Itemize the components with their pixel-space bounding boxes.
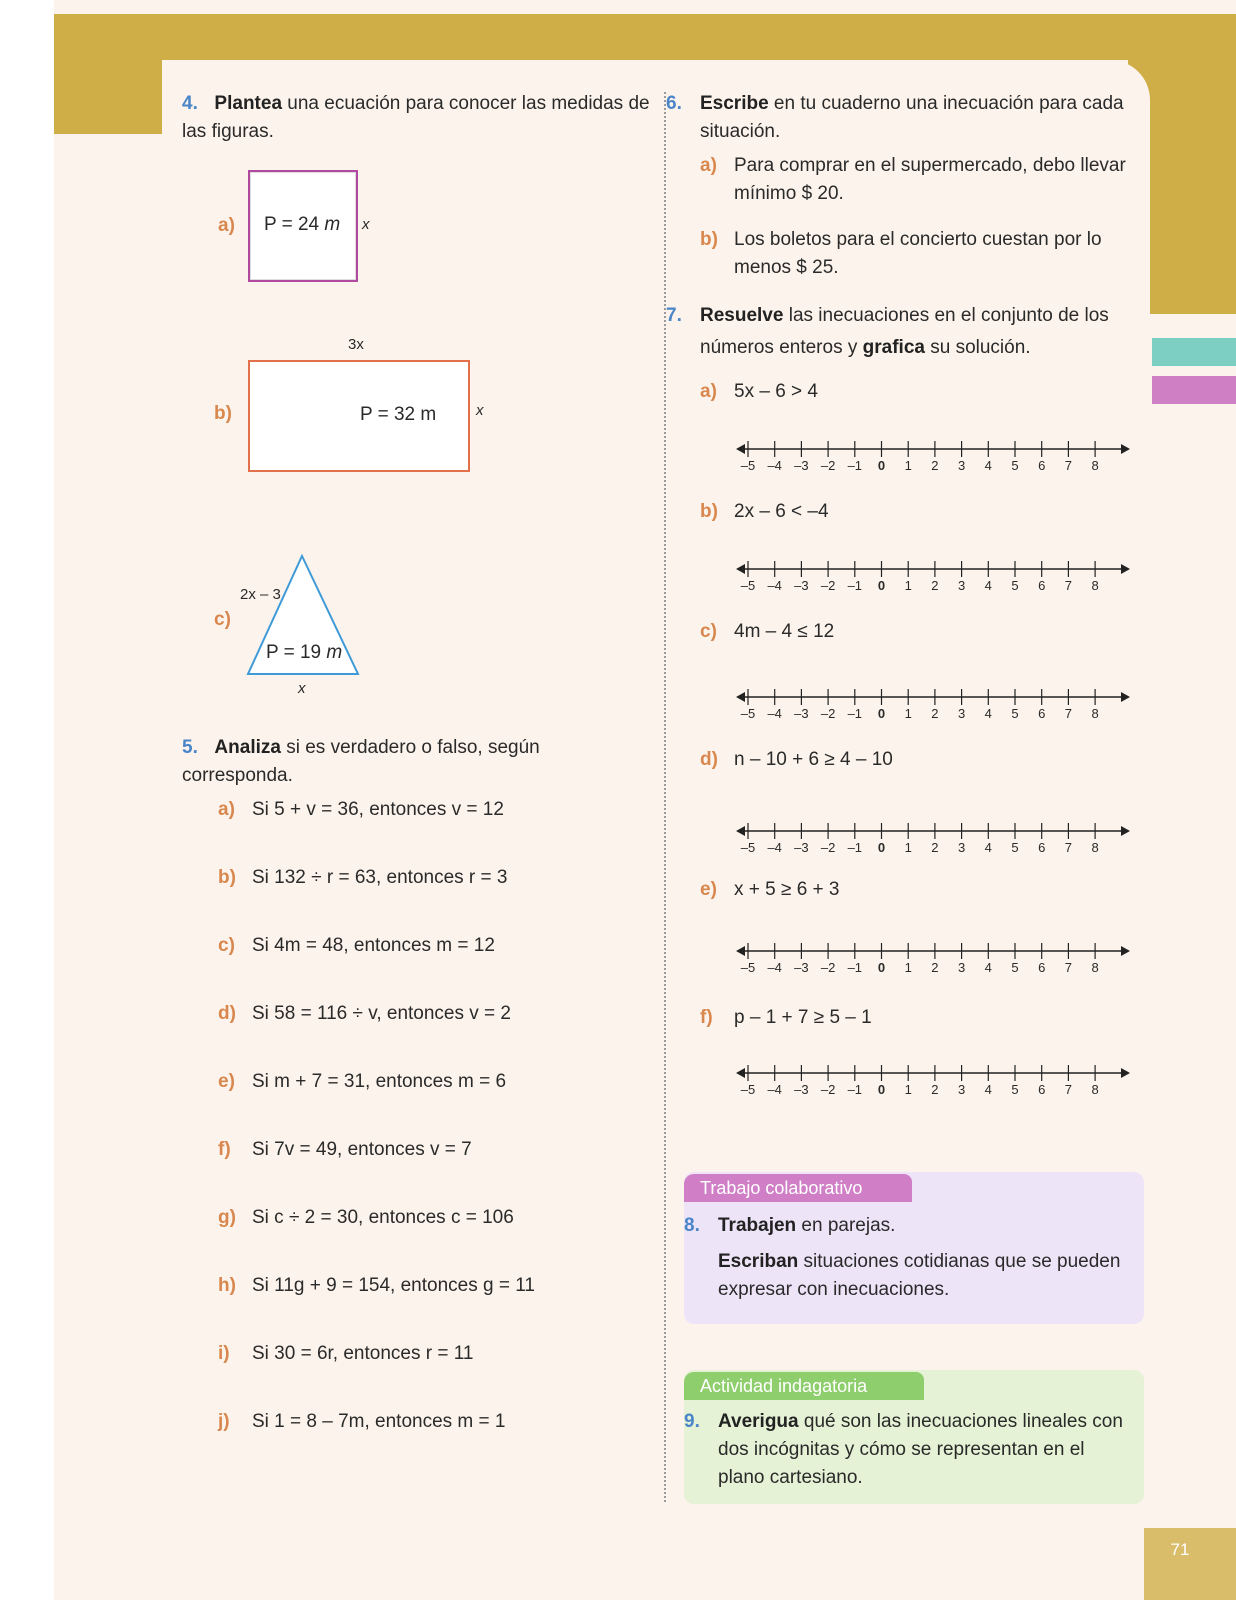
tick-label: 0 (877, 840, 886, 855)
problem-text: las inecuaciones en el conjunto de los números enteros y (700, 305, 1109, 358)
inequality-item (700, 746, 893, 774)
subitem-text: Si 5 + v = 36, entonces v = 12 (252, 799, 504, 820)
subitem-label: e) (700, 879, 717, 900)
inequality-item (700, 498, 829, 526)
tick-label: –5 (740, 578, 756, 593)
subitem-text: 4m – 4 ≤ 12 (734, 621, 835, 642)
problem-verb-2: Escriban (718, 1251, 799, 1272)
subitem-label: i) (218, 1343, 230, 1364)
problem-number: 7. (666, 305, 682, 326)
subitem-label: a) (700, 381, 717, 402)
list-item (218, 1204, 514, 1232)
perimeter-value: P = 19 (266, 642, 327, 663)
subitem-text: Si 11g + 9 = 154, entonces g = 11 (252, 1275, 535, 1296)
list-item (218, 932, 495, 960)
tick-label: –5 (740, 1082, 756, 1097)
tick-label: 2 (931, 578, 939, 593)
list-item (218, 1408, 505, 1436)
perimeter-unit: m (324, 214, 341, 235)
subitem-text: 5x – 6 > 4 (734, 381, 818, 402)
tick-label: 8 (1091, 706, 1099, 721)
arrow-left-icon (736, 444, 745, 454)
tick-label: 6 (1038, 578, 1046, 593)
problem-text: una ecuación para conocer las medidas de las figuras. (182, 93, 650, 142)
problem-6 (666, 90, 1126, 146)
tick-label: –2 (820, 706, 836, 721)
subitem-label: b) (218, 867, 236, 888)
subitem-label: b) (700, 501, 718, 522)
problem-4 (182, 90, 652, 146)
tick-label: –4 (767, 840, 782, 855)
arrow-right-icon (1121, 564, 1130, 574)
problem-5 (182, 734, 652, 790)
rectangle-figure (248, 360, 470, 472)
number-line (736, 558, 1136, 580)
tick-label: 2 (931, 840, 939, 855)
tick-label: 0 (877, 960, 886, 975)
subitem-text: 2x – 6 < –4 (734, 501, 829, 522)
tick-label: 3 (957, 706, 966, 721)
tick-label: –4 (767, 458, 782, 473)
subitem-label: f) (700, 1007, 713, 1028)
tick-label: –5 (740, 458, 756, 473)
tick-label: –2 (820, 1082, 836, 1097)
problem-verb-2: grafica (862, 337, 925, 358)
tick-label: 0 (877, 1082, 886, 1097)
inequality-item (700, 618, 834, 646)
tick-label: 1 (904, 578, 912, 593)
problem-text-2: su solución. (924, 337, 1031, 358)
tick-label: 7 (1064, 840, 1072, 855)
problem-8 (684, 1212, 1130, 1304)
triangle-base-label: x (298, 680, 306, 697)
header-band-left (54, 14, 162, 134)
list-item (218, 796, 504, 824)
subitem-label: b) (700, 229, 718, 250)
arrow-right-icon (1121, 946, 1130, 956)
subitem-label: c) (218, 935, 235, 956)
tick-label: –2 (820, 960, 836, 975)
subitem-text: Para comprar en el supermercado, debo llevar mínimo $ 20. (734, 155, 1126, 204)
tick-label: 1 (904, 840, 912, 855)
subitem-label: g) (218, 1207, 236, 1228)
tick-label: 7 (1064, 578, 1072, 593)
subitem-text: Si 30 = 6r, entonces r = 11 (252, 1343, 474, 1364)
tick-label: –5 (740, 706, 756, 721)
tick-label: 0 (877, 458, 886, 473)
problem-verb: Trabajen (718, 1215, 797, 1236)
tick-label: 8 (1091, 1082, 1099, 1097)
subitem-label: b) (214, 403, 232, 424)
tick-label: 4 (984, 840, 992, 855)
tick-label: 4 (984, 1082, 992, 1097)
inequality-item (700, 876, 840, 904)
subitem-text: Si 1 = 8 – 7m, entonces m = 1 (252, 1411, 506, 1432)
tick-label: 7 (1064, 706, 1072, 721)
tick-label: –2 (820, 840, 836, 855)
subitem-text: Si 4m = 48, entonces m = 12 (252, 935, 495, 956)
subitem-text: p – 1 + 7 ≥ 5 – 1 (734, 1007, 872, 1028)
arrow-left-icon (736, 1068, 745, 1078)
problem-number: 4. (182, 93, 198, 114)
tick-label: –2 (820, 578, 836, 593)
tick-label: 3 (957, 1082, 966, 1097)
tick-label: 7 (1064, 458, 1072, 473)
problem-6a (700, 152, 1126, 208)
tick-label: 1 (904, 960, 912, 975)
subitem-label: c) (214, 609, 231, 630)
arrow-right-icon (1121, 692, 1130, 702)
tick-label: 3 (957, 840, 966, 855)
tick-label: 6 (1038, 1082, 1046, 1097)
collaborative-tag (684, 1174, 912, 1202)
rectangle-top-label: 3x (348, 336, 364, 353)
problem-number: 6. (666, 93, 682, 114)
triangle-perimeter (266, 642, 342, 664)
tick-label: –2 (820, 458, 836, 473)
tick-label: 3 (957, 578, 966, 593)
list-item (218, 1136, 472, 1164)
section-tab-pink (1152, 376, 1236, 404)
tick-label: 1 (904, 458, 912, 473)
tick-label: 5 (1011, 1082, 1019, 1097)
tick-label: –1 (847, 1082, 863, 1097)
subitem-text: Si c ÷ 2 = 30, entonces c = 106 (252, 1207, 514, 1228)
list-item (218, 864, 507, 892)
problem-7 (666, 300, 1126, 364)
tick-label: –5 (740, 960, 756, 975)
problem-text: en parejas. (796, 1215, 896, 1236)
subitem-text: Si m + 7 = 31, entonces m = 6 (252, 1071, 507, 1092)
inequality-item (700, 378, 818, 406)
collaborative-tag-text: Trabajo colaborativo (700, 1178, 863, 1198)
rectangle-perimeter: P = 32 m (360, 404, 437, 425)
tick-label: 2 (931, 960, 939, 975)
number-line (736, 1062, 1136, 1084)
subitem-label: a) (218, 799, 235, 820)
subitem-text: Los boletos para el concierto cuestan por lo menos $ 25. (734, 229, 1102, 278)
tick-label: 1 (904, 706, 912, 721)
subitem-text: Si 58 = 116 ÷ v, entonces v = 2 (252, 1003, 511, 1024)
square-perimeter (264, 214, 340, 236)
perimeter-unit: m (326, 642, 343, 663)
tick-label: 6 (1038, 840, 1046, 855)
tick-label: 7 (1064, 1082, 1072, 1097)
tick-label: –3 (794, 840, 809, 855)
tick-label: 5 (1011, 840, 1019, 855)
problem-9 (684, 1408, 1130, 1492)
inquiry-tag (684, 1372, 924, 1400)
tick-label: 3 (957, 960, 966, 975)
subitem-label: c) (700, 621, 717, 642)
subitem-text: x + 5 ≥ 6 + 3 (734, 879, 840, 900)
tick-label: 0 (877, 578, 886, 593)
subitem-text: n – 10 + 6 ≥ 4 – 10 (734, 749, 893, 770)
subitem-label: h) (218, 1275, 236, 1296)
tick-label: –4 (767, 578, 782, 593)
subitem-label: j) (218, 1411, 230, 1432)
header-band (54, 14, 1236, 60)
subitem-label: e) (218, 1071, 235, 1092)
subitem-label: d) (700, 749, 718, 770)
tick-label: 2 (931, 706, 939, 721)
subitem-text: Si 132 ÷ r = 63, entonces r = 3 (252, 867, 508, 888)
arrow-left-icon (736, 946, 745, 956)
problem-verb: Escribe (700, 93, 769, 114)
tick-label: 7 (1064, 960, 1072, 975)
section-tab-teal (1152, 338, 1236, 366)
tick-label: –4 (767, 706, 782, 721)
tick-label: 8 (1091, 578, 1099, 593)
list-item (218, 1000, 511, 1028)
tick-label: 0 (877, 706, 886, 721)
tick-label: –3 (794, 458, 809, 473)
tick-label: 8 (1091, 458, 1099, 473)
arrow-left-icon (736, 564, 745, 574)
page-number: 71 (1170, 1540, 1190, 1559)
arrow-right-icon (1121, 826, 1130, 836)
problem-number: 5. (182, 737, 198, 758)
subitem-label: f) (218, 1139, 231, 1160)
problem-verb: Plantea (214, 93, 283, 114)
triangle-side-label: 2x – 3 (240, 586, 281, 603)
tick-label: –4 (767, 960, 782, 975)
tick-label: –1 (847, 458, 863, 473)
subitem-label: a) (700, 155, 717, 176)
tick-label: 5 (1011, 578, 1019, 593)
tick-label: 6 (1038, 458, 1046, 473)
arrow-left-icon (736, 826, 745, 836)
tick-label: –3 (794, 706, 809, 721)
list-item (218, 1272, 535, 1300)
number-line (736, 820, 1136, 842)
subitem-text: Si 7v = 49, entonces v = 7 (252, 1139, 472, 1160)
tick-label: –1 (847, 706, 863, 721)
problem-text-2: situaciones cotidianas que se pueden expresar con inecuaciones. (718, 1251, 1121, 1300)
list-item (218, 1340, 473, 1368)
arrow-right-icon (1121, 1068, 1130, 1078)
problem-verb: Resuelve (700, 305, 784, 326)
tick-label: –5 (740, 840, 756, 855)
tick-label: 5 (1011, 960, 1019, 975)
tick-label: –1 (847, 578, 863, 593)
tick-label: 2 (931, 458, 939, 473)
list-item (218, 1068, 506, 1096)
number-line (736, 940, 1136, 962)
tick-label: 4 (984, 458, 992, 473)
tick-label: 4 (984, 960, 992, 975)
problem-number: 8. (684, 1215, 700, 1236)
tick-label: 1 (904, 1082, 912, 1097)
rectangle-side-label: x (476, 402, 484, 419)
subitem-label: d) (218, 1003, 236, 1024)
tick-label: 5 (1011, 706, 1019, 721)
problem-text: si es verdadero o falso, según corresponda. (182, 737, 540, 786)
square-side-label: x (362, 216, 370, 233)
subitem-label: a) (218, 215, 235, 236)
tick-label: 6 (1038, 706, 1046, 721)
tick-label: –3 (794, 578, 809, 593)
tick-label: –4 (767, 1082, 782, 1097)
perimeter-value: P = 24 (264, 214, 325, 235)
problem-verb: Averigua (718, 1411, 799, 1432)
tick-label: 8 (1091, 840, 1099, 855)
tick-label: 6 (1038, 960, 1046, 975)
tick-label: –3 (794, 1082, 809, 1097)
inequality-item (700, 1004, 872, 1032)
tick-label: –1 (847, 960, 863, 975)
problem-6b (700, 226, 1126, 282)
problem-text: en tu cuaderno una inecuación para cada situación. (700, 93, 1124, 142)
tick-label: 4 (984, 706, 992, 721)
tick-label: 8 (1091, 960, 1099, 975)
tick-label: 5 (1011, 458, 1019, 473)
tick-label: –3 (794, 960, 809, 975)
problem-number: 9. (684, 1411, 700, 1432)
problem-text: qué son las inecuaciones lineales con dos incógnitas y cómo se representan en el plano cartesiano. (718, 1411, 1123, 1488)
problem-verb: Analiza (214, 737, 281, 758)
tick-label: 4 (984, 578, 992, 593)
inquiry-tag-text: Actividad indagatoria (700, 1376, 868, 1396)
tick-label: –1 (847, 840, 863, 855)
arrow-left-icon (736, 692, 745, 702)
number-line (736, 438, 1136, 460)
arrow-right-icon (1121, 444, 1130, 454)
page-number-box (1144, 1528, 1236, 1600)
tick-label: 3 (957, 458, 966, 473)
number-line (736, 686, 1136, 708)
tick-label: 2 (931, 1082, 939, 1097)
